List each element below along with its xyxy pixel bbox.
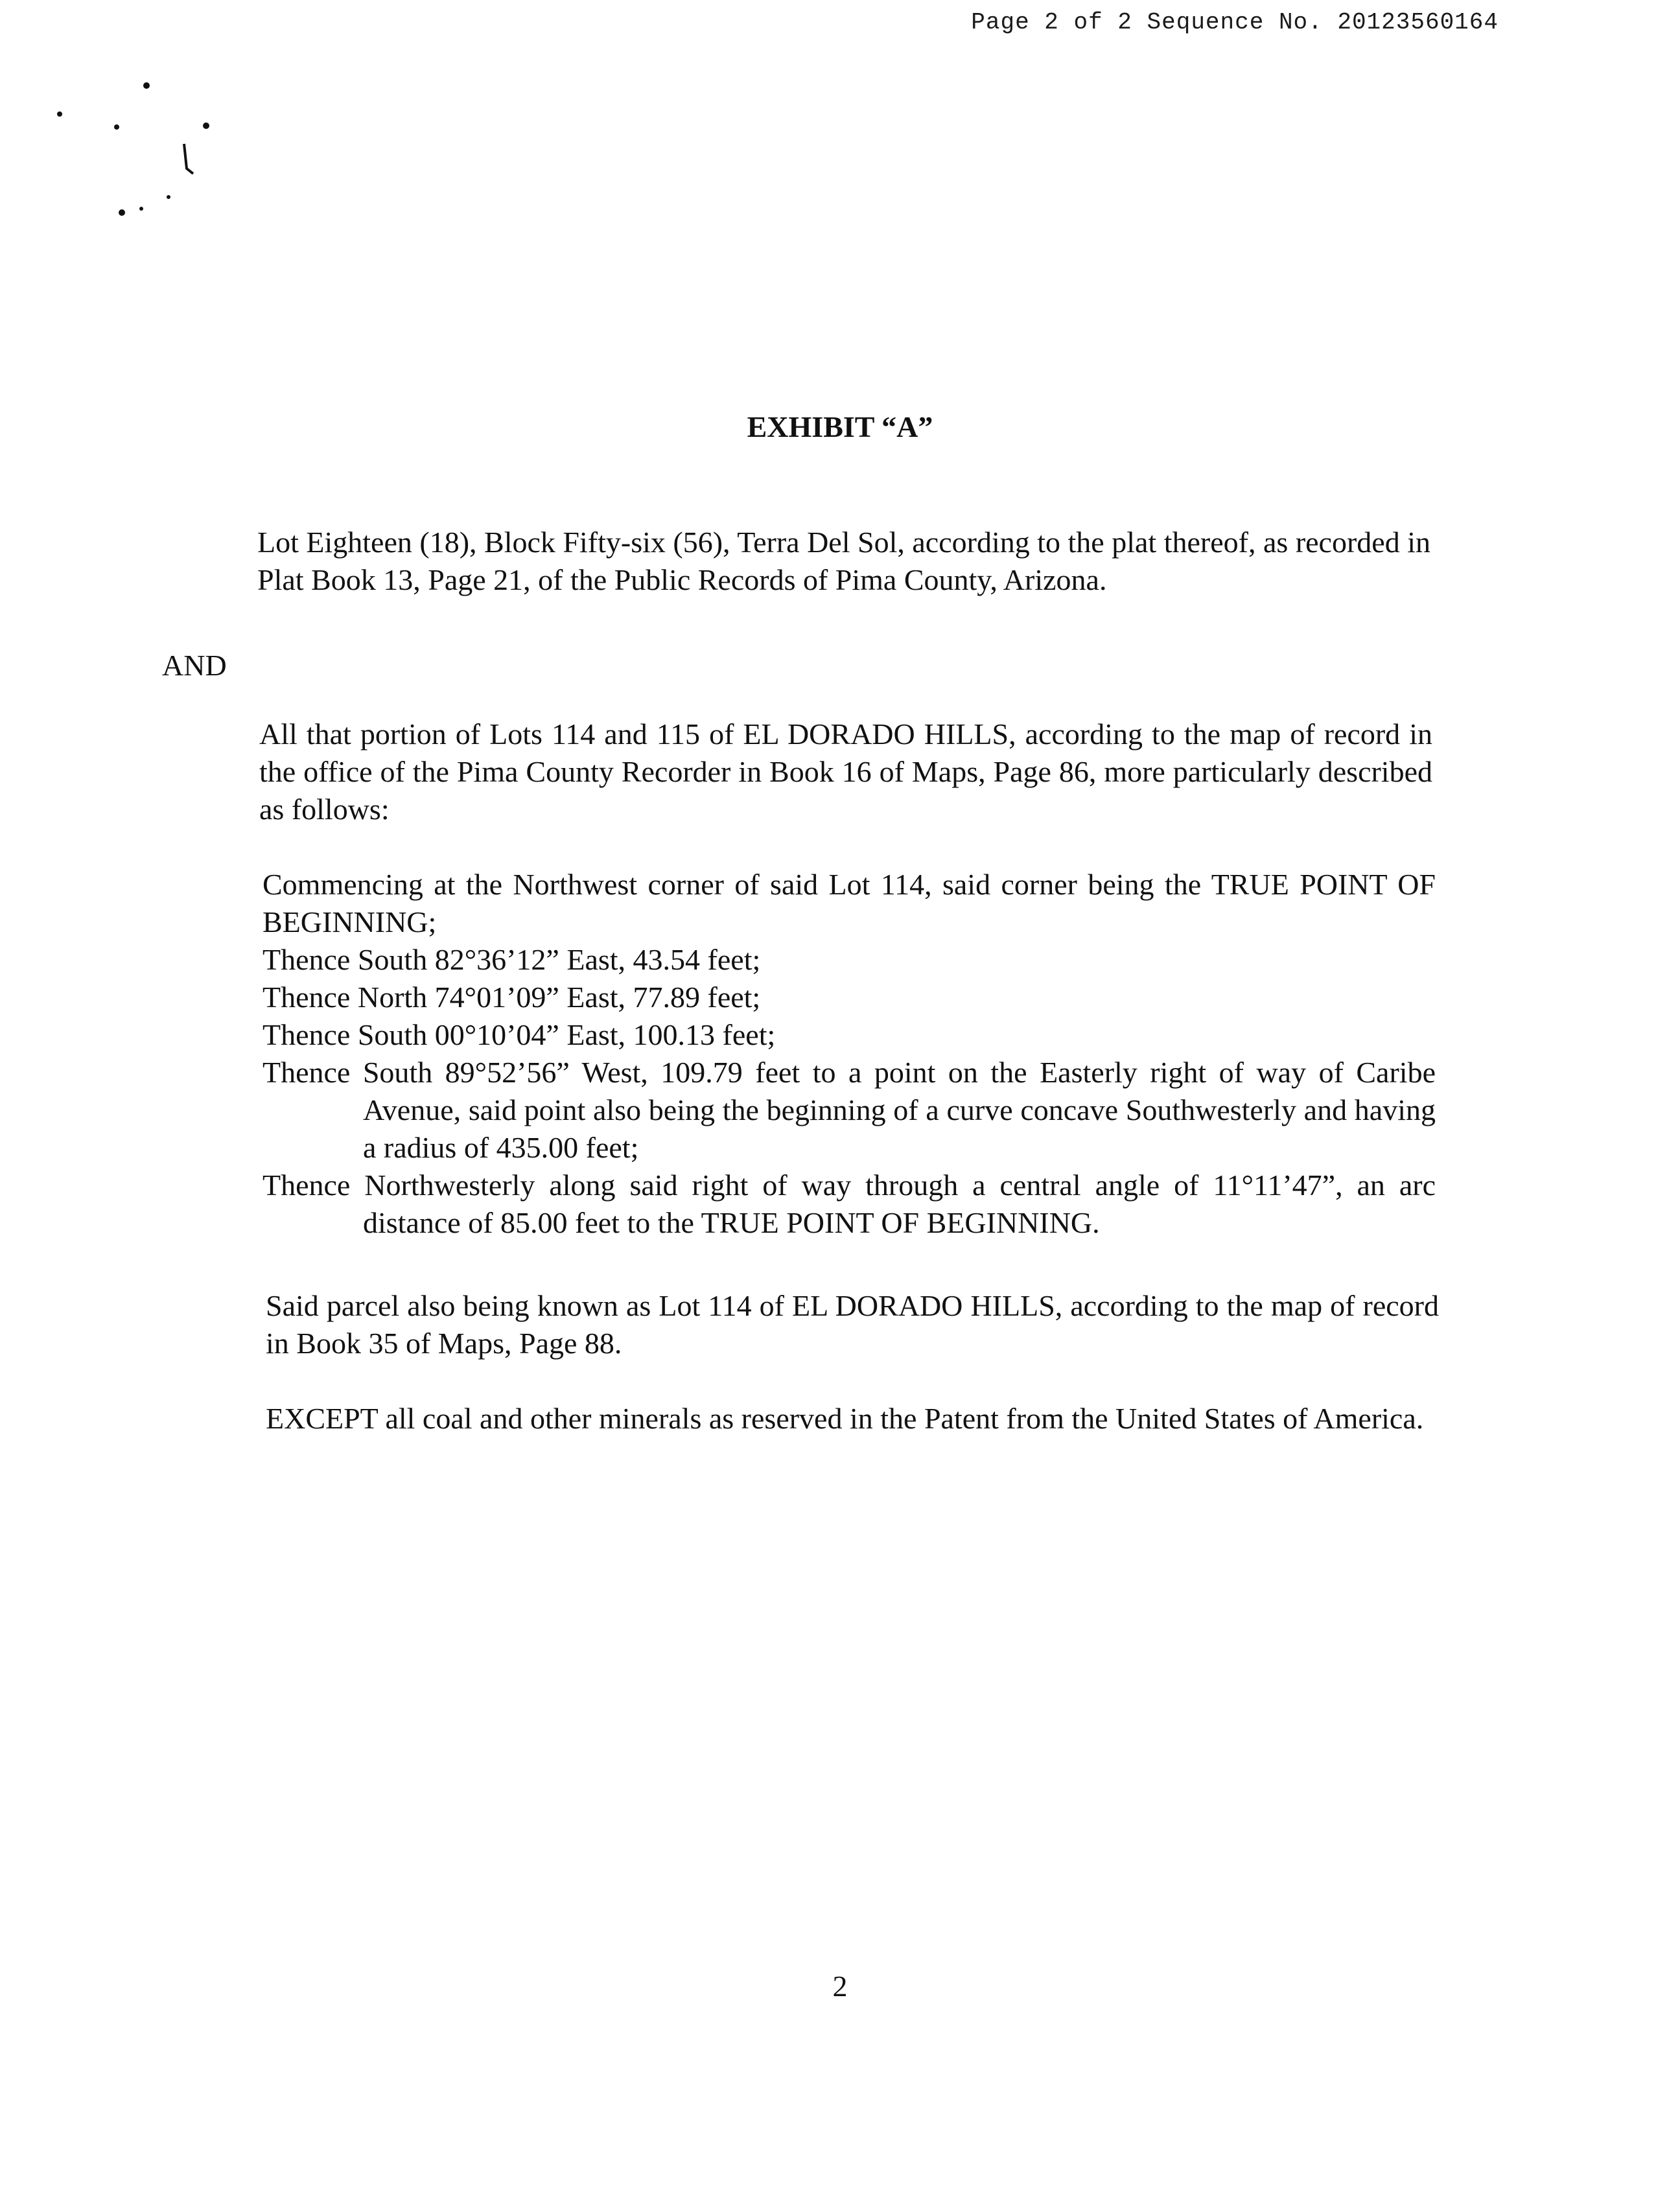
scan-speck	[203, 122, 209, 129]
commencing-line: Commencing at the Northwest corner of said Lot 114, said corner being the TRUE POINT OF BEGINNING;	[262, 868, 1436, 938]
course-line: Thence North 74°01’09” East, 77.89 feet;	[262, 981, 761, 1014]
mineral-exception-paragraph: EXCEPT all coal and other minerals as reserved in the Patent from the United States of America.	[266, 1402, 1424, 1435]
scan-speck	[167, 195, 170, 199]
course-line: Thence South 00°10’04” East, 100.13 feet;	[262, 1018, 776, 1051]
parcel-known-as-paragraph: Said parcel also being known as Lot 114 of EL DORADO HILLS, according to the map of record in Book 35 of Maps, Page 88.	[266, 1289, 1439, 1360]
lot-description-paragraph: Lot Eighteen (18), Block Fifty-six (56), Terra Del Sol, according to the plat thereof, as recorded in Plat Book 13, Page 21, of the Public Records of Pima County, Arizona.	[257, 526, 1430, 596]
scan-speck	[119, 209, 125, 216]
scan-speck	[57, 111, 62, 117]
page-number: 2	[832, 1970, 848, 2003]
course-line: Thence Northwesterly along said right of way through a central angle of 11°11’47”, an arc distance of 85.00 feet to the TRUE POINT OF BEGINNING.	[262, 1169, 1436, 1239]
exhibit-title: EXHIBIT “A”	[747, 410, 933, 443]
metes-and-bounds	[262, 866, 1436, 1242]
scan-speck	[143, 82, 150, 89]
course-line: Thence South 89°52’56” West, 109.79 feet to a point on the Easterly right of way of Caribe Avenue, said point also being the beginning of a curve concave Southwesterly and having a radius of 435.00 feet;	[262, 1056, 1436, 1164]
portion-description-paragraph: All that portion of Lots 114 and 115 of EL DORADO HILLS, according to the map of record in the office of the Pima County Recorder in Book 16 of Maps, Page 86, more particularly described as follows:	[259, 717, 1432, 826]
scan-specks	[39, 65, 233, 246]
scan-mark	[184, 144, 193, 174]
sequence-stamp: Page 2 of 2 Sequence No. 20123560164	[971, 9, 1499, 36]
and-label: AND	[162, 649, 227, 682]
course-line: Thence South 82°36’12” East, 43.54 feet;	[262, 943, 761, 976]
scan-speck	[114, 124, 119, 130]
scan-speck	[139, 207, 143, 211]
